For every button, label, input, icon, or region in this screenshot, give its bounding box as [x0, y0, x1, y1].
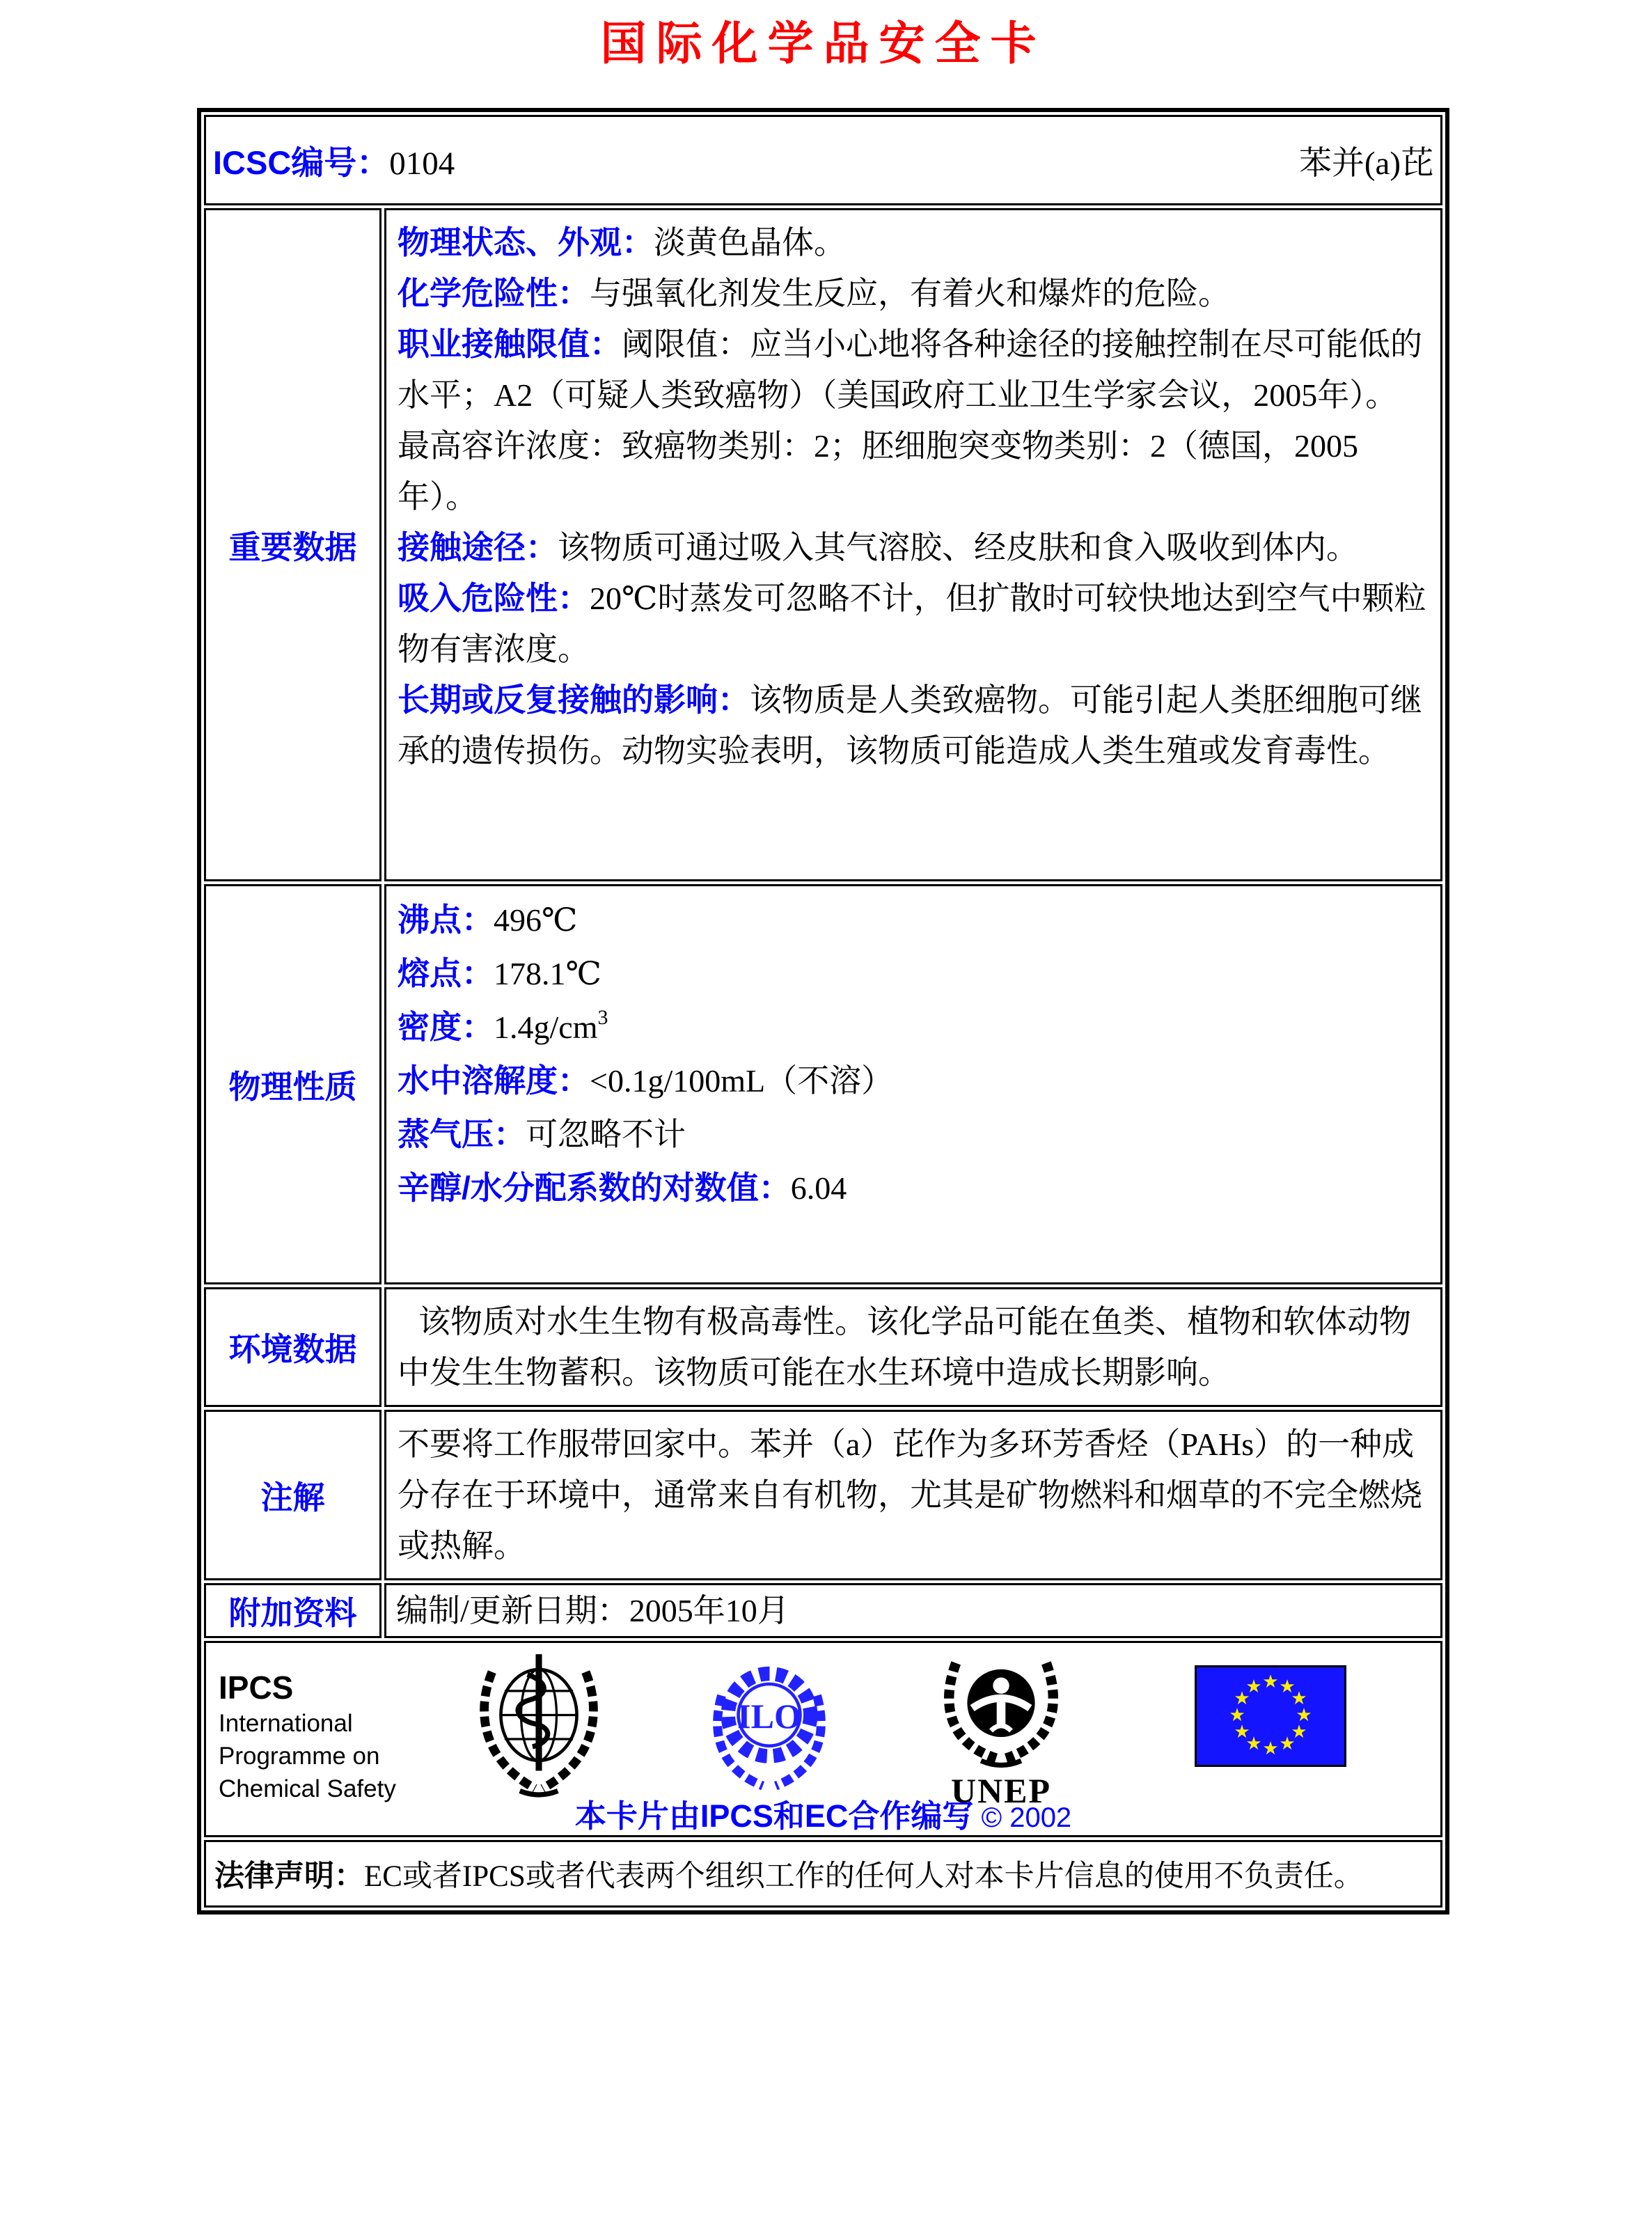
important-item	[398, 573, 1429, 675]
item-label: 吸入危险性：	[398, 580, 590, 616]
item-label: 物理状态、外观：	[398, 224, 654, 260]
legal-notice-text: EC或者IPCS或者代表两个组织工作的任何人对本卡片信息的使用不负责任。	[364, 1860, 1364, 1893]
svg-text:★: ★	[1291, 1722, 1307, 1743]
section-notes	[204, 1410, 1442, 1580]
ipcs-acronym: IPCS	[219, 1669, 294, 1706]
notes-content	[384, 1410, 1442, 1580]
section-logos	[204, 1641, 1442, 1837]
notes-text: 不要将工作服带回家中。苯并（a）芘作为多环芳香烃（PAHs）的一种成分存在于环境中，通常来自有机物，尤其是矿物燃料和烟草的不完全燃烧或热解。	[398, 1426, 1422, 1564]
chemical-name: 苯并(a)芘	[1298, 145, 1433, 182]
important-item	[398, 217, 1429, 268]
important-item	[398, 675, 1429, 776]
icsc-card	[197, 108, 1449, 1915]
item-label: 接触途径：	[398, 529, 558, 565]
ipcs-text-block	[219, 1668, 396, 1805]
item-label: 蒸气压：	[398, 1116, 526, 1152]
unep-label: UNEP	[950, 1771, 1052, 1810]
svg-text:★: ★	[1234, 1722, 1250, 1743]
important-item	[398, 522, 1429, 573]
item-label: 密度：	[398, 1009, 494, 1045]
icsc-number-value: 0104	[389, 145, 455, 182]
svg-text:★: ★	[1262, 1672, 1279, 1692]
section-physical-properties	[204, 884, 1442, 1284]
item-value: 6.04	[790, 1170, 847, 1206]
ipcs-line1: International	[219, 1710, 353, 1737]
header-row	[204, 115, 1442, 205]
item-value: 496℃	[494, 902, 578, 938]
item-label: 化学危险性：	[398, 275, 590, 311]
icsc-number	[213, 137, 455, 184]
ilo-letters: ILO	[737, 1696, 801, 1736]
item-label: 长期或反复接触的影响：	[398, 682, 750, 718]
environmental-data-text: 该物质对水生生物有极高毒性。该化学品可能在鱼类、植物和软体动物中发生生物蓄积。该物质可能在水生环境中造成长期影响。	[398, 1304, 1411, 1390]
svg-text:★: ★	[1291, 1688, 1307, 1709]
who-logo-icon	[469, 1651, 608, 1802]
item-text: 该物质是人类致癌物。可能引起人类胚细胞可继承的遗传损伤。动物实验表明，该物质可能造成人类生殖或发育毒性。	[398, 682, 1422, 769]
section-label-environmental-data: 环境数据	[204, 1287, 381, 1407]
important-data-content	[384, 208, 1442, 881]
cooperation-caption	[206, 1791, 1440, 1836]
section-legal-notice	[204, 1840, 1442, 1908]
item-value: <0.1g/100mL（不溶）	[590, 1063, 894, 1099]
copyright-text: © 2002	[981, 1802, 1072, 1833]
item-text: 淡黄色晶体。	[654, 225, 846, 260]
item-text: 阈限值：应当小心地将各种途径的接触控制在尽可能低的水平；A2（可疑人类致癌物）（美国政府工业卫生学家会议，2005年）。最高容许浓度：致癌物类别：2；胚细胞突变物类别：2（德国，2005年）。	[398, 327, 1422, 514]
item-text: 20℃时蒸发可忽略不计，但扩散时可较快地达到空气中颗粒物有害浓度。	[398, 581, 1426, 667]
svg-text:★: ★	[1229, 1705, 1245, 1726]
physical-item	[398, 1161, 1429, 1215]
ipcs-line2: Programme on	[219, 1743, 380, 1770]
svg-text:★: ★	[1279, 1733, 1296, 1754]
physical-item	[398, 1054, 1429, 1108]
important-item	[398, 319, 1429, 522]
section-important-data	[204, 208, 1442, 881]
legal-notice-label: 法律声明：	[214, 1860, 364, 1893]
density-superscript: 3	[597, 1006, 608, 1029]
page-title: 国际化学品安全卡	[600, 16, 1046, 70]
ipcs-line3: Chemical Safety	[219, 1775, 396, 1802]
environmental-data-content	[384, 1287, 1442, 1407]
item-label: 水中溶解度：	[398, 1062, 590, 1099]
caption-text: 本卡片由IPCS和EC合作编写	[574, 1798, 974, 1834]
svg-text:★: ★	[1279, 1676, 1296, 1697]
physical-item	[398, 1108, 1429, 1161]
eu-flag-icon	[1195, 1665, 1346, 1770]
svg-text:★: ★	[1296, 1705, 1312, 1726]
svg-text:★: ★	[1245, 1676, 1262, 1697]
physical-properties-content	[384, 884, 1442, 1284]
item-value: 可忽略不计	[526, 1117, 686, 1152]
physical-item	[398, 947, 1429, 1000]
item-label: 熔点：	[398, 955, 494, 991]
ilo-logo-icon	[705, 1657, 834, 1800]
section-label-important-data: 重要数据	[204, 208, 381, 881]
svg-text:★: ★	[1262, 1738, 1279, 1759]
item-text: 该物质可通过吸入其气溶胶、经皮肤和食入吸收到体内。	[558, 530, 1358, 565]
section-label-additional-information: 附加资料	[204, 1583, 381, 1638]
icsc-number-label: ICSC编号：	[213, 143, 390, 181]
item-label: 辛醇/水分配系数的对数值：	[398, 1170, 791, 1206]
additional-information-content	[384, 1583, 1442, 1638]
svg-text:★: ★	[1234, 1688, 1250, 1709]
item-text: 与强氧化剂发生反应，有着火和爆炸的危险。	[590, 276, 1230, 311]
physical-item	[398, 1000, 1429, 1054]
update-date-text: 编制/更新日期：2005年10月	[396, 1593, 789, 1628]
unep-logo-icon	[938, 1653, 1064, 1808]
section-label-notes: 注解	[204, 1410, 381, 1580]
physical-item	[398, 893, 1429, 947]
item-value: 1.4g/cm	[494, 1009, 598, 1045]
item-value: 178.1℃	[494, 956, 601, 991]
svg-text:★: ★	[1245, 1733, 1262, 1754]
section-environmental-data	[204, 1287, 1442, 1407]
item-label: 沸点：	[398, 902, 494, 938]
section-additional-information	[204, 1583, 1442, 1638]
section-label-physical-properties: 物理性质	[204, 884, 381, 1284]
important-item	[398, 268, 1429, 319]
item-label: 职业接触限值：	[398, 326, 622, 362]
